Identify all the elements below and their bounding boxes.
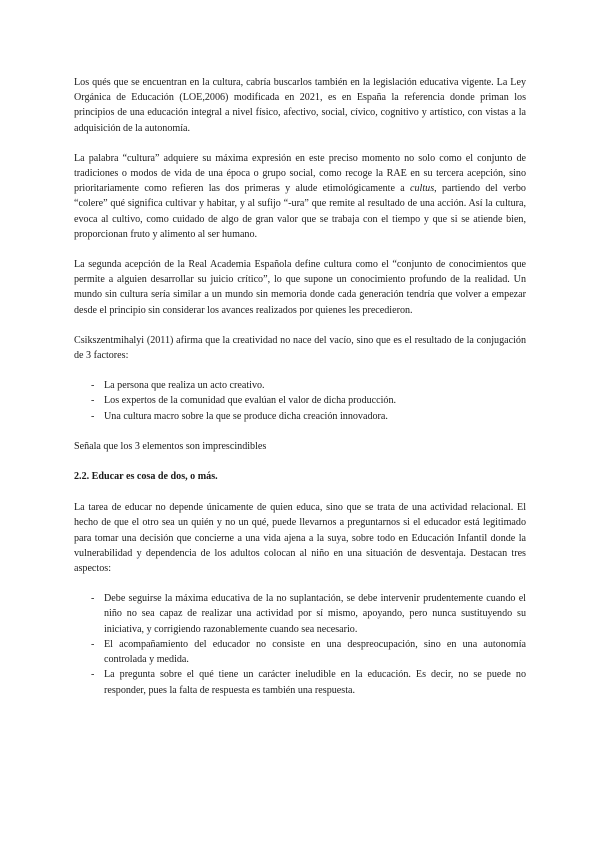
paragraph-cultura-italic-term: cultus bbox=[410, 183, 435, 195]
dash-bullet: - bbox=[91, 380, 95, 392]
list-item-text: Los expertos de la comunidad que evalúan el valor de dicha producción. bbox=[104, 395, 397, 407]
paragraph-csikszentmihalyi: Csikszentmihalyi (2011) afirma que la creatividad no nace del vacío, sino que es el resultado de la conjugación de 3 factores: bbox=[74, 334, 526, 362]
paragraph-imprescindibles: Señala que los 3 elementos son imprescindibles bbox=[74, 440, 267, 452]
list-item bbox=[74, 591, 526, 637]
dash-bullet: - bbox=[91, 395, 95, 407]
list-item bbox=[74, 667, 526, 697]
aspects-list bbox=[74, 591, 526, 697]
factors-list bbox=[74, 378, 526, 424]
dash-bullet: - bbox=[91, 410, 95, 422]
list-item bbox=[74, 409, 526, 424]
list-item-text: Una cultura macro sobre la que se produce dicha creación innovadora. bbox=[104, 410, 388, 422]
dash-bullet: - bbox=[91, 638, 95, 650]
dash-bullet: - bbox=[91, 669, 95, 681]
list-item bbox=[74, 393, 526, 408]
section-heading: 2.2. Educar es cosa de dos, o más. bbox=[74, 471, 218, 483]
document-body bbox=[74, 75, 526, 713]
paragraph-cultura bbox=[74, 151, 526, 242]
list-item bbox=[74, 378, 526, 393]
list-item-text: La persona que realiza un acto creativo. bbox=[104, 380, 265, 392]
paragraph-educar: La tarea de educar no depende únicamente de quien educa, sino que se trata de una actividad relacional. El hecho de que el otro sea un quién y no un qué, puede llevarnos a preguntarnos si el educador está legitimado para tomar una decisión que concierne a una vida ajena a la suya, sobre todo en Educación Infantil donde la vulnerabilidad y dependencia de los adultos colocan al niño en una situación de desventaja. Destacan tres aspectos: bbox=[74, 502, 526, 575]
list-item-text: El acompañamiento del educador no consiste en una despreocupación, sino en una autonomía controlada y medida. bbox=[104, 638, 526, 666]
dash-bullet: - bbox=[91, 593, 95, 605]
list-item-text: La pregunta sobre el qué tiene un carácter ineludible en la educación. Es decir, no se puede no responder, pues la falta de respuesta es también una respuesta. bbox=[104, 669, 526, 696]
list-item bbox=[74, 637, 526, 667]
list-item-text: Debe seguirse la máxima educativa de la no suplantación, se debe intervenir prudentemente cuando el niño no sea capaz de realizar una actividad por sí mismo, apoyando, pero nunca sustituyendo su iniciativa, y corrigiendo razonablemente cuando sea necesario. bbox=[104, 593, 526, 635]
paragraph-cultura-text-1: La palabra “cultura” adquiere su máxima expresión en este preciso momento no solo como el conjunto de tradiciones o modos de vida de una época o grupo social, como recoge la RAE en su tercera acepción, sino prioritariamente como refieren las dos primeras y alude etimológicamente a bbox=[74, 152, 526, 195]
paragraph-rae: La segunda acepción de la Real Academia Española define cultura como el “conjunto de conocimientos que permite a alguien desarrollar su juicio crítico”, lo que supone un conocimiento profundo de la realidad. Un mundo sin cultura sería similar a un mundo sin memoria donde cada generación tendría que volver a empezar desde el principio sin considerar los avances realizados por quienes les precedieron. bbox=[74, 259, 526, 316]
paragraph-loe: Los qués que se encuentran en la cultura, cabría buscarlos también en la legislación educativa vigente. La Ley Orgánica de Educación (LOE,2006) modificada en 2021, es en España la referencia donde priman los principios de una educación integral a nivel físico, afectivo, social, cívico, cognitivo y artístico, con vistas a la adquisición de la autonomía. bbox=[74, 77, 526, 134]
paragraph-cultura-text-2: , partiendo del verbo “colere” qué significa cultivar y habitar, y al sufijo “-ura” que remite al resultado de una acción. Así la cultura, evoca al cultivo, como cuidado de algo de gran valor que se trabaja con el tiempo y que si se atiende bien, proporcionan fruto y alimento al ser humano. bbox=[74, 183, 526, 240]
